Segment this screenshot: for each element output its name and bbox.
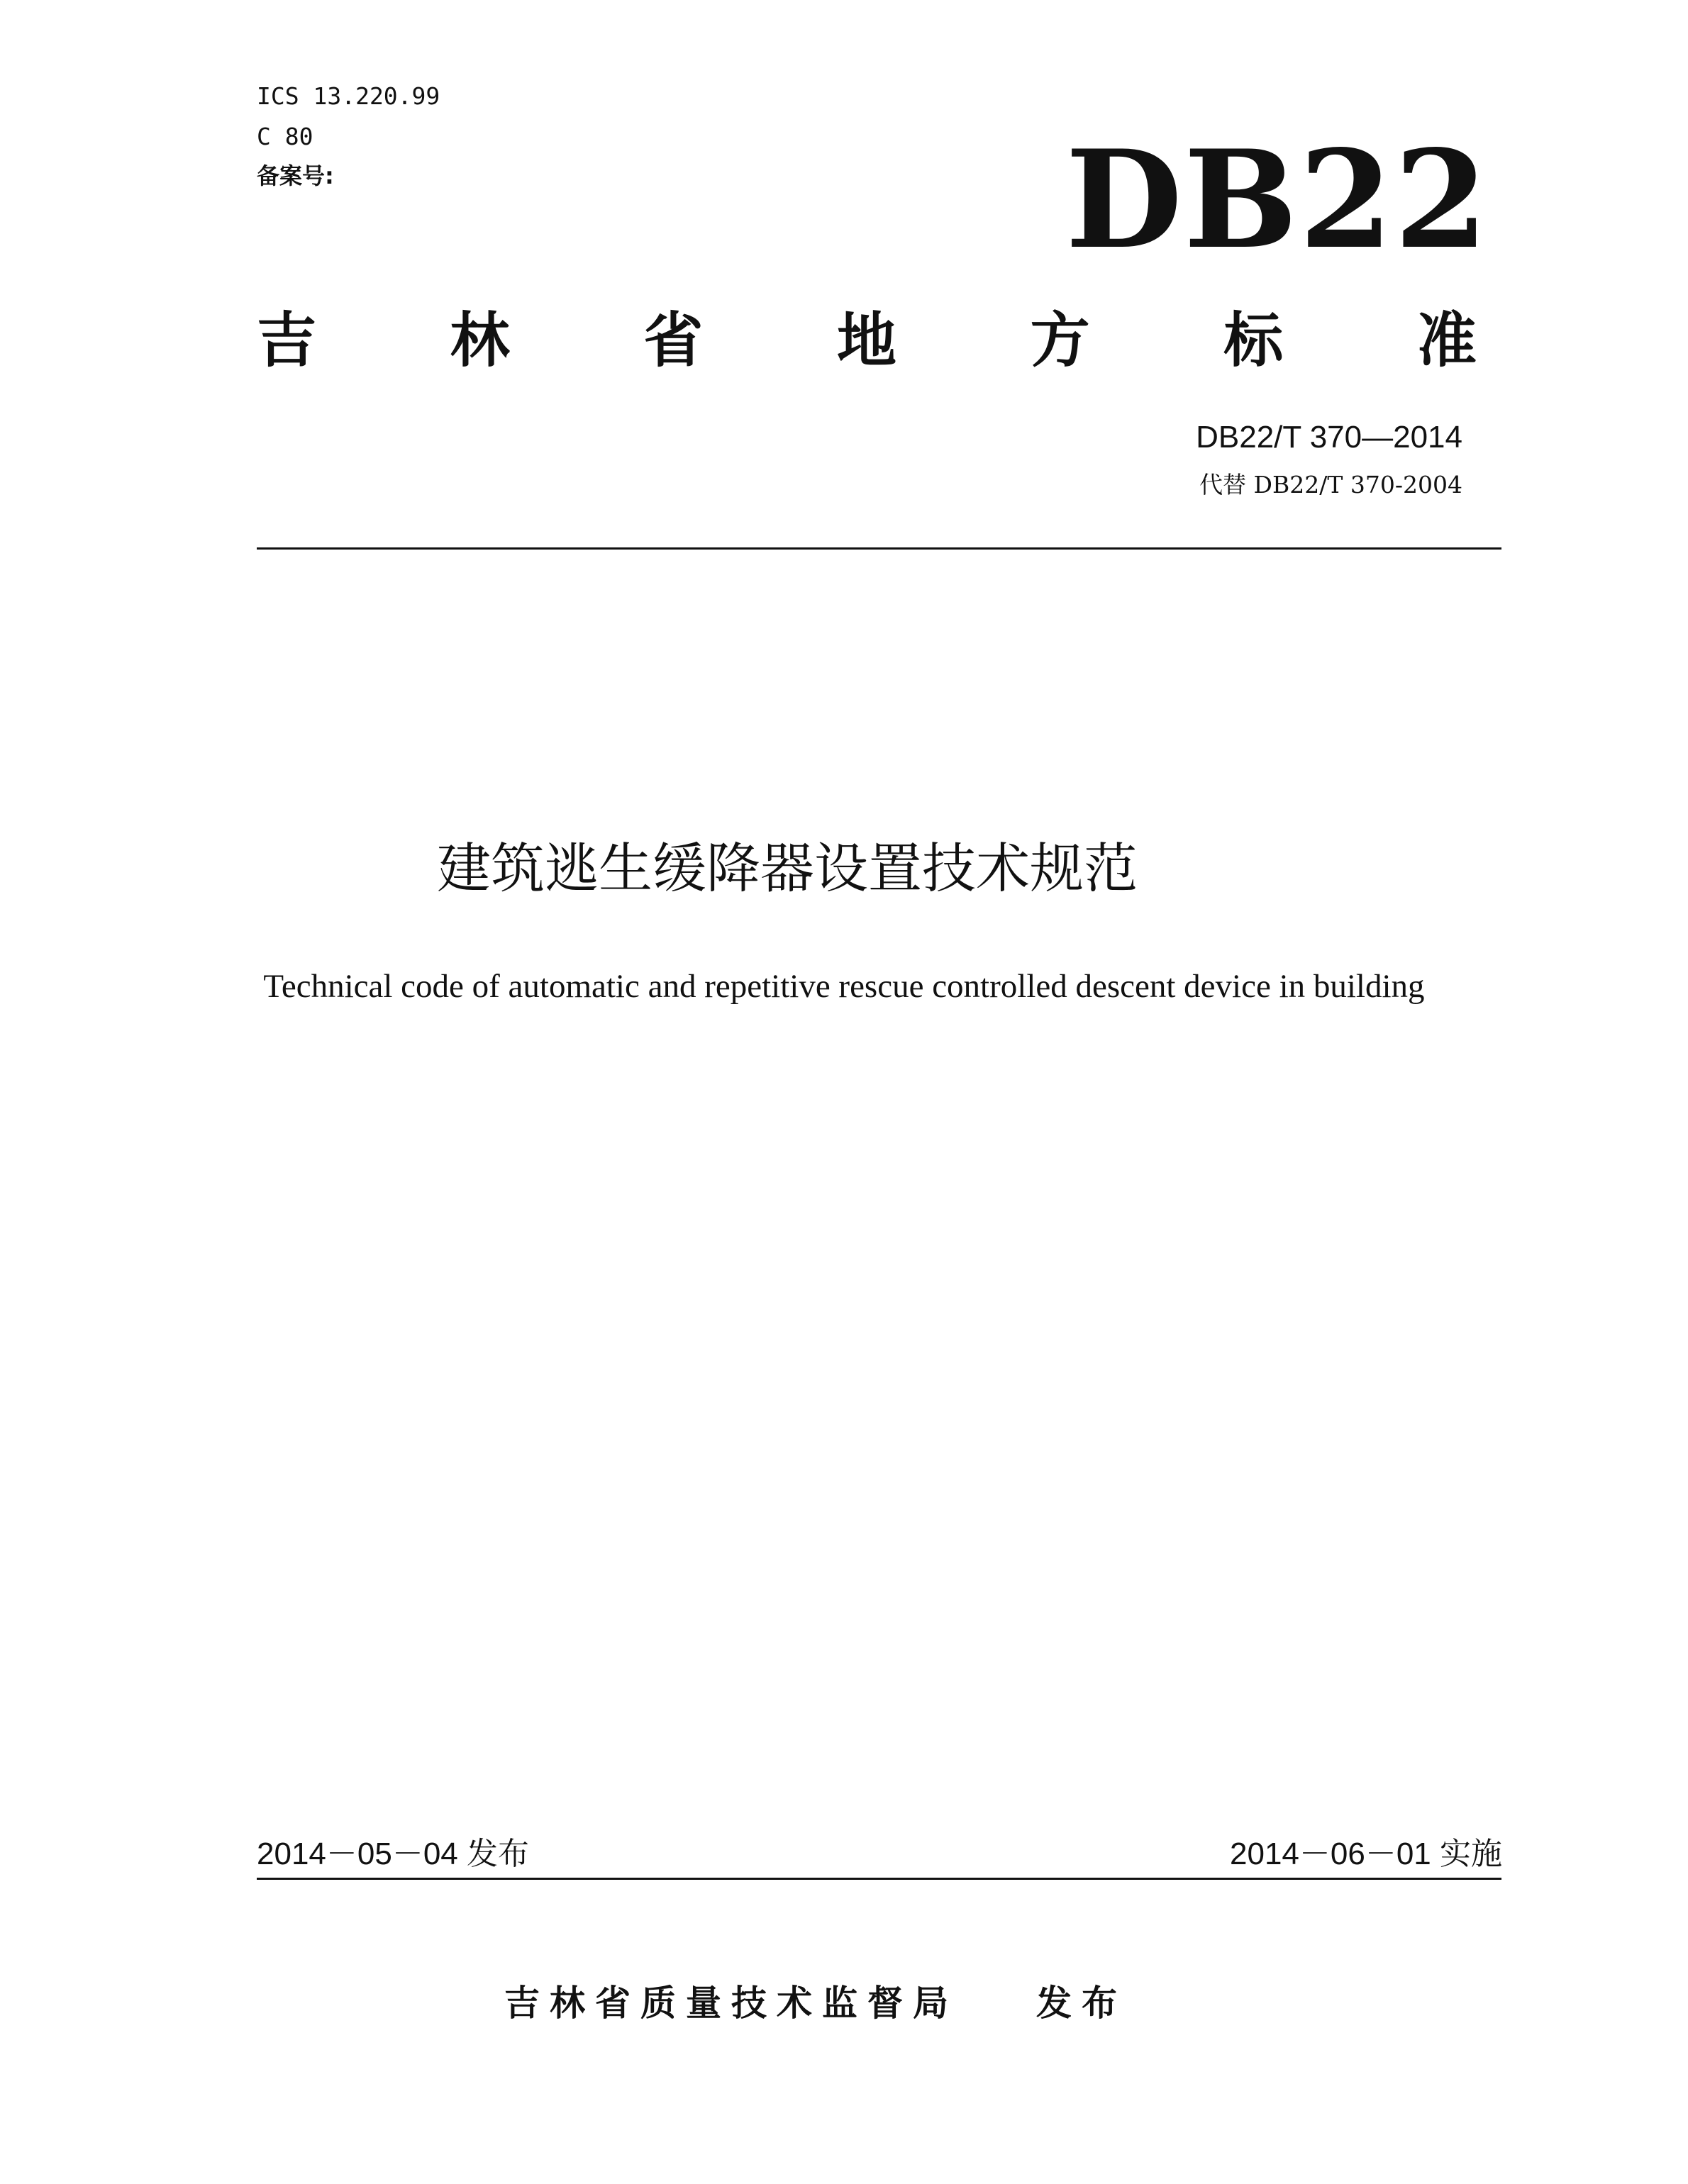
publisher-action: 发布: [1036, 1983, 1127, 2024]
title-english: Technical code of automatic and repetitive rescue controlled descent device in building: [263, 968, 1425, 1005]
standard-type-char: 林: [450, 306, 510, 375]
standard-type-char: 准: [1416, 306, 1477, 375]
publisher-line: [0, 1978, 1688, 2028]
standard-type-heading: [257, 305, 1477, 376]
filing-number-label: 备案号:: [257, 162, 334, 189]
standard-type-char: 吉: [257, 306, 317, 375]
bottom-divider: [257, 1878, 1501, 1880]
standard-logo: DB22: [1065, 121, 1489, 279]
title-chinese: 建筑逃生缓降器设置技术规范: [437, 837, 1138, 900]
standard-type-char: 省: [643, 306, 704, 375]
effective-date: 2014－06－01 实施: [1230, 1837, 1502, 1871]
issue-date: 2014－05－04 发布: [257, 1837, 529, 1871]
standard-type-char: 地: [836, 306, 896, 375]
publisher-name: 吉林省质量技术监督局: [504, 1983, 958, 2024]
ics-code: ICS 13.220.99: [257, 82, 440, 110]
top-divider: [257, 547, 1501, 550]
standard-number: DB22/T 370—2014: [1196, 420, 1462, 455]
replaces-standard: 代替 DB22/T 370-2004: [1199, 471, 1462, 498]
standard-type-char: 方: [1030, 306, 1090, 375]
standard-type-char: 标: [1223, 306, 1284, 375]
ccs-code: C 80: [257, 123, 313, 150]
